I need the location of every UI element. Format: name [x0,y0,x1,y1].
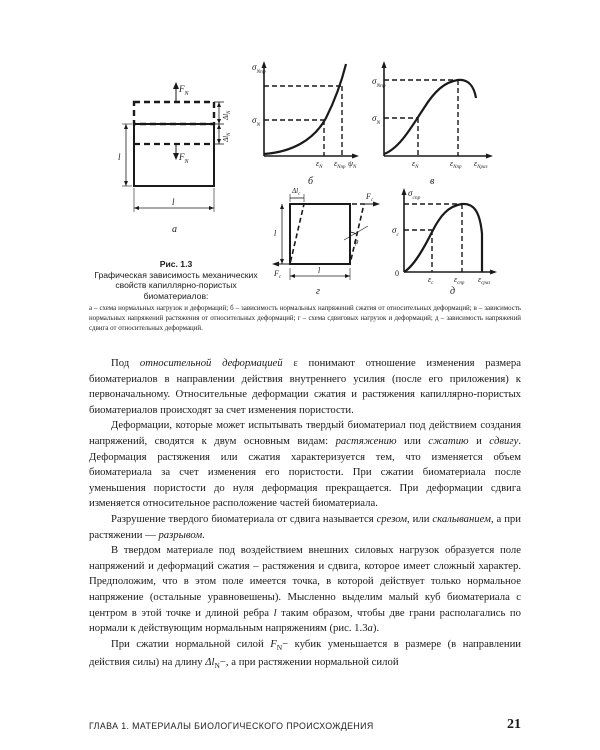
svg-text:σN: $\sigma_N$ [252,115,261,128]
delta-top-label: Δl [222,113,230,120]
italic-term: сжатию [428,434,469,447]
italic-term: разрывом [158,528,203,541]
subscript: N [214,661,220,671]
force-top-label: F [179,84,185,94]
italic-term: сдвигу [489,434,519,447]
sigma-tension-ultimate: σ [372,76,377,86]
text-run: и [468,434,490,447]
italic-term: срезом [376,512,408,525]
svg-text:FN: $F_N$ [179,84,189,97]
svg-text:σNпр: $\sigma_{Nпр}$ [252,62,266,75]
italic-term: растяжению [335,434,397,447]
paragraph [89,356,521,418]
svg-text:εN: $\varepsilon_N$ [316,159,323,170]
compression-curve [264,64,346,154]
sigma-shear-ultimate: σ [408,188,413,198]
text-run: . Деформация растяжения или сжатия характеризуется тем, что изменяется объем биоматериала за счет изменения его пористости. При сжатии биоматериала после уменьшения пористости до нуля деформация прекращается. При деформации сдвига изменяется относительное расположение частей биоматериала. [89,434,521,510]
paragraph [89,418,521,512]
svg-text:σc: $\sigma_c$ [392,225,399,238]
svg-text:FN: $F_N$ [179,152,189,165]
text-run: Деформации, которые может испытывать твердый биоматериал под действием создания напряжений, сводятся к двум основным видам: [89,419,521,447]
tension-curve [384,80,476,154]
text-run: Под [111,357,140,369]
svg-text:εcраз: $\varepsilon_{cраз}$ [478,275,491,286]
italic-term: Δl [205,656,215,669]
eps-shear: ε [428,275,432,284]
svg-text:ΔlN: $\Delta l_N$ [222,132,232,142]
text-run: ). [372,622,380,635]
body-text [89,356,521,674]
figure-legend: а – схема нормальных нагрузок и деформаций; б – зависимость нормальных напряжений сжатия от относительных деформаций; в – зависимость нормальных напряжений растяжения от относительных деформаций; г – схема сдвиговых нагрузок и деформаций; д – зависимость напряжений сдвига от относительных деформаций. [89,305,521,333]
eps-compression: ε [316,159,320,168]
text-run: , а при растяжении — [89,512,521,541]
shear-angle-phi: φ [354,237,359,246]
figure-panel-b [252,56,364,188]
figure-caption-title: Графическая зависимость механических свойств капиллярно-пористых биоматериалов: [94,269,258,301]
eps-tension-break: ε [474,159,478,168]
running-footer-chapter: ГЛАВА 1. МАТЕРИАЛЫ БИОЛОГИЧЕСКОГО ПРОИСХОЖДЕНИЯ [89,721,374,731]
svg-text:Fc: $F_c$ [274,269,282,280]
svg-text:σcпр: $\sigma_{cпр}$ [408,188,421,201]
shear-width-label: l [318,266,321,275]
svg-text:σNпр: $\sigma_{Nпр}$ [372,76,386,89]
delta-bottom-label: Δl [222,135,230,142]
eps-tension: ε [412,159,416,168]
svg-text:εNпр: $\varepsilon_{Nпр}$ [334,159,346,170]
eps-shear-break: ε [478,275,482,284]
text-run: . [202,528,205,541]
panel-letter-a: а [172,224,177,235]
text-run: − кубик уменьшается в размере (в направлении действия силы) на длину [89,637,522,669]
italic-term: а [367,622,373,635]
sigma-compression: σ [252,115,257,125]
shear-delta-label: Δl [292,187,299,195]
text-run: , или [407,512,433,525]
figure-panel-v [372,56,500,188]
text-run: −, а при растяжении нормальной силой [219,656,399,669]
panel-letter-v: в [430,176,435,187]
text-run: ε понимают отношение изменения размера биоматериалов в направлении действия внутреннего усилия (после его приложения) к первоначальному. Относительные деформации сжатия и растяжения капиллярно-пористых биоматериалов происходят за счет изменения пористости. [89,357,521,416]
psi-label: ψ [348,159,353,168]
shear-deformed-dashed [290,204,364,264]
svg-text:εN: $\varepsilon_N$ [412,159,419,170]
sigma-tension: σ [372,113,377,123]
figure-panel-a [118,80,236,240]
panel-letter-b: б [308,176,314,187]
sigma-compression-ultimate: σ [252,62,257,72]
figure-panel-g [272,186,384,298]
text-run: или [396,434,429,447]
force-bottom-label: F [179,152,185,162]
svg-text:εNпр: $\varepsilon_{Nпр}$ [450,159,462,170]
svg-text:εc: $\varepsilon_c$ [428,275,434,286]
figure-number: Рис. 1.3 [159,259,193,269]
svg-text:ΔlN: $\Delta l_N$ [222,110,232,120]
subscript: N [276,642,283,652]
eps-tension-ultimate: ε [450,159,454,168]
panel-letter-d: д [450,286,456,297]
page-number: 21 [507,717,521,732]
cube-top-dashed [134,102,214,124]
svg-text:Fc: $F_c$ [366,192,374,203]
width-label: l [172,197,175,207]
text-run: таким образом, чтобы две грани располагались по нормали к действующим нормальным напряжениям (рис. 1.3 [89,606,521,635]
svg-text:σN: $\sigma_N$ [372,113,381,126]
text-run: В твердом материале под воздействием внешних силовых нагрузок образуется поле напряжений и деформаций сжатия – растяжения и сдвига, которое имеет сложный характер. Предположим, что в этом поле имеется точка, в которой действует только нормальное напряжение (остальные уравновешены). Мысленно выделим малый куб биоматериала с центром в этой точке и длиной ребра [89,544,521,619]
italic-term: относительной деформацией [139,357,283,369]
italic-term: скалыванием [432,512,491,525]
italic-term: l [273,606,277,619]
paragraph [89,543,521,637]
figure-caption [86,259,266,301]
svg-text:ψN: $\psi_N$ [348,159,357,170]
text-run: Разрушение твердого биоматериала от сдвига называется [111,512,377,525]
svg-text:εcпр: $\varepsilon_{cпр}$ [454,275,465,286]
eps-shear-ultimate: ε [454,275,458,284]
height-label: l [118,152,121,162]
eps-compression-ultimate: ε [334,159,338,168]
paragraph [89,637,521,674]
sigma-shear: σ [392,225,397,235]
page-footer [89,717,521,737]
svg-text:Δlc: $\Delta l_c$ [292,187,301,197]
paragraph [89,512,521,543]
svg-text:εNраз: $\varepsilon_{Nраз}$ [474,159,488,170]
shear-force-top: F [366,192,371,201]
shear-curve [404,204,482,272]
text-run: При сжатии нормальной силой [111,637,271,650]
figure-panel-d [392,186,504,298]
origin-zero: 0 [395,269,399,278]
shear-cube [290,204,350,264]
italic-term: F [270,637,277,650]
shear-height-label: l [274,229,277,238]
shear-force-bottom: F [274,269,279,278]
panel-letter-g: г [316,286,320,297]
